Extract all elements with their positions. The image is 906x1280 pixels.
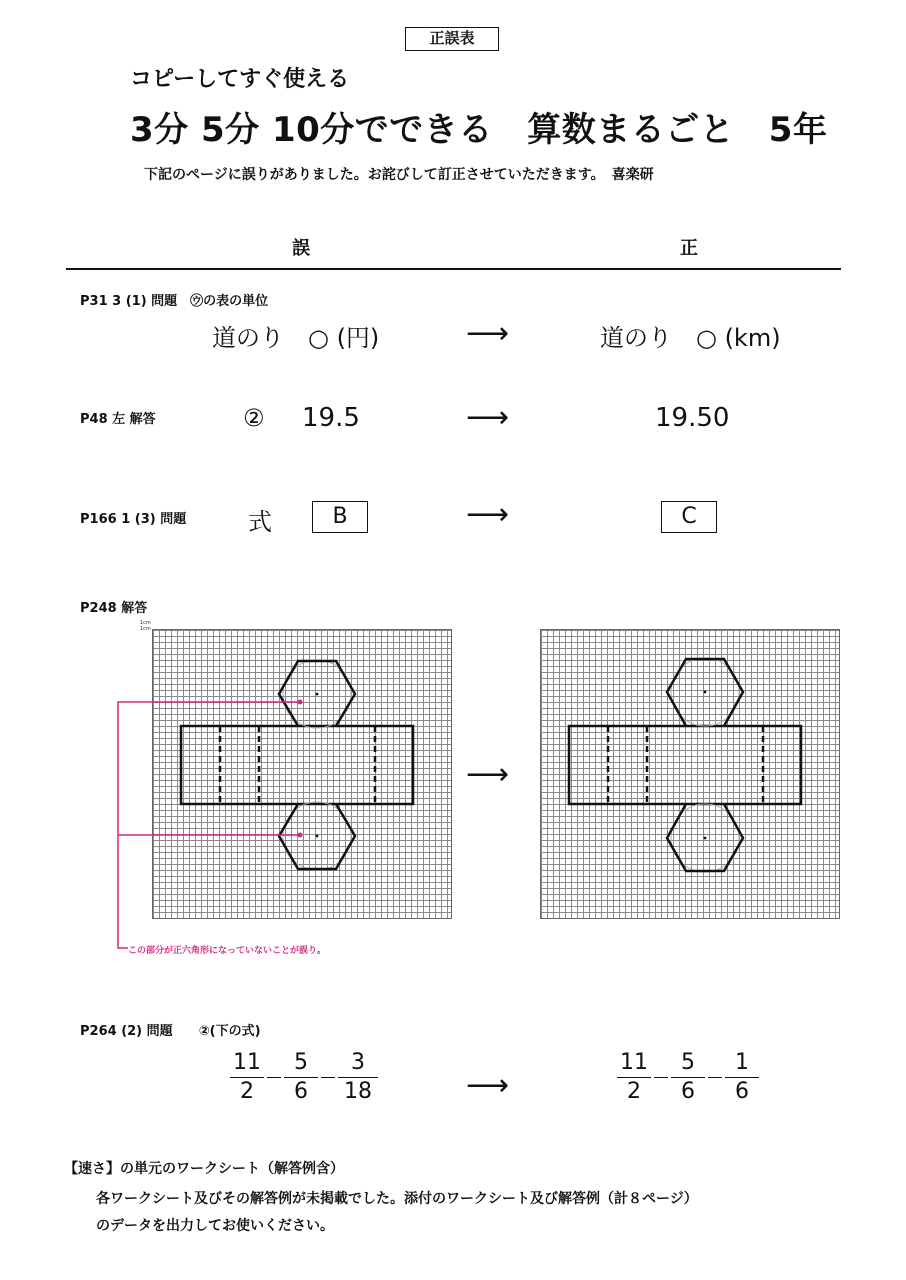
net-grid-correct	[540, 629, 840, 919]
fraction: 11 2	[230, 1052, 264, 1103]
minus-sign	[267, 1077, 281, 1078]
net-diagram-correct	[541, 630, 841, 920]
fraction: 1 6	[725, 1052, 759, 1103]
minus-sign	[654, 1077, 668, 1078]
arrow-icon: ⟶	[466, 1068, 510, 1103]
p166-wrong-box: B	[312, 501, 368, 533]
footer-heading: 【速さ】の単元のワークシート（解答例含）	[64, 1161, 344, 1177]
column-wrong: 誤	[292, 238, 310, 259]
arrow-icon: ⟶	[466, 757, 510, 792]
item-label-p31: P31 3 (1) 問題 ㋒の表の単位	[80, 294, 269, 309]
fraction: 5 6	[284, 1052, 318, 1103]
grid-unit-label: 1cm 1cm	[140, 620, 151, 632]
minus-sign	[321, 1077, 335, 1078]
item-label-p248: P248 解答	[80, 601, 148, 616]
item-label-p48: P48 左 解答	[80, 412, 156, 427]
p31-correct-value: 道のり ○ (km)	[600, 324, 781, 352]
errata-badge: 正誤表	[405, 27, 499, 51]
item-label-p264: P264 (2) 問題 ②(下の式)	[80, 1024, 261, 1039]
book-title: 3分 5分 10分でできる 算数まるごと 5年	[130, 110, 828, 150]
p166-correct-box: C	[661, 501, 717, 533]
error-annotation: この部分が正六角形になっていないことが誤り。	[128, 946, 327, 956]
item-label-p166: P166 1 (3) 問題	[80, 512, 187, 527]
p31-wrong-value: 道のり ○ (円)	[212, 324, 380, 352]
fraction: 5 6	[671, 1052, 705, 1103]
p48-wrong-prefix: ②	[243, 404, 265, 432]
p48-wrong-value: 19.5	[302, 403, 360, 433]
column-correct: 正	[680, 238, 698, 259]
minus-sign	[708, 1077, 722, 1078]
arrow-icon: ⟶	[466, 400, 510, 435]
apology-note: 下記のページに誤りがありました。お詫びして訂正させていただきます。 喜楽研	[144, 167, 654, 183]
fraction: 3 18	[338, 1052, 378, 1103]
arrow-icon: ⟶	[466, 316, 510, 351]
arrow-icon: ⟶	[466, 497, 510, 532]
footer-line-2: 各ワークシート及びその解答例が未掲載でした。添付のワークシート及び解答例（計８ページ）	[96, 1191, 698, 1207]
p166-wrong-prefix: 式	[248, 508, 272, 536]
p48-correct-value: 19.50	[655, 403, 730, 433]
book-subtitle: コピーしてすぐ使える	[130, 67, 350, 92]
annotation-leader-lines	[110, 690, 310, 960]
footer-line-3: のデータを出力してお使いください。	[96, 1218, 334, 1234]
header-rule	[66, 268, 841, 270]
fraction: 11 2	[617, 1052, 651, 1103]
